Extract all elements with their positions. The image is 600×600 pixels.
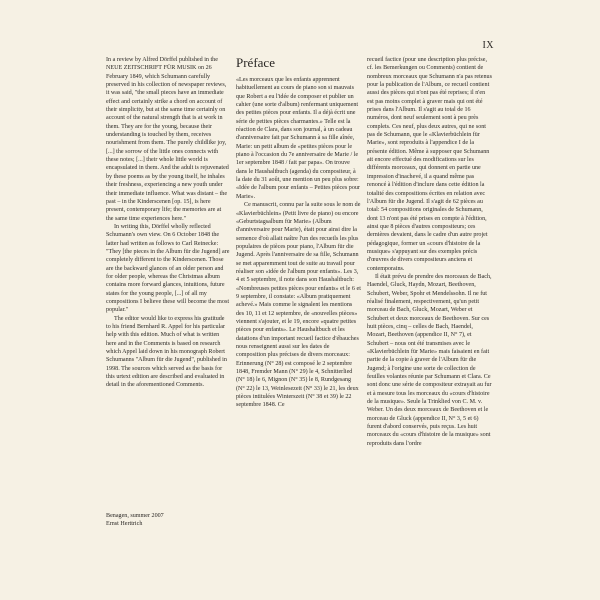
- paragraph: In writing this, Dörffel wholly reflected Schumann's own view. On 6 October 1848 the latter had written as follows to Carl Reinecke: "They [the pieces in the Album für die Jugend] are completely different to the Kinderscenen. Those are the backward glances of an older person and for older people, whereas the Christmas album contains more forward glances, intuitions, future states for the young people, [...] of all my compositions I believe these will become the most popular.": [106, 223, 230, 314]
- page-number: IX: [482, 40, 494, 51]
- paragraph: recueil factice (pour une description plus précise, cf. les Bemerkungen ou Comments) contient de nombreux morceaux que Schumann n'a pas retenus pour la publication de l'Album, ce recueil contient aussi des pièces qui n'ont pas été reprises; il n'en est pas moins complet à graver mais qui ont été prises dans l'Album. Il s'agit au total de 16 numéros, dont neuf seulement sont à peu près complets. Ces neuf, plus deux autres, qui ne sont pas de Schumann, que le «Klavierbüchlein für Marie», sont reproduits à l'appendice I de la présente édition. Même à supposer que Schumann ait encore effectué des modifications sur les différents morceaux, qui donnent en partie une impression d'inachevé, il a quand même pas renoncé à l'édition d'inclure dans cette édition la totalité des compositions écrites en relation avec l'Album für die Jugend. Il s'agit de 62 pièces au total: 54 compositions originales de Schumann, dont 13 n'ont pas été prises en compte à l'édition, ainsi que 8 pièces d'autres compositeurs; ces dernières devaient, dans le cadre d'un autre projet pédagogique, former un «cours d'histoire de la musique» s'appuyant sur des exemples précis d'œuvres de divers compositeurs anciens et contemporains.: [367, 57, 492, 272]
- paragraph: In a review by Alfred Dörffel published in the NEUE ZEITSCHRIFT FÜR MUSIK on 26 February 1849, which Schumann carefully preserved in his collection of newspaper reviews, it was said, "the small pieces have an immediate effect and certainly strike a chord on account of their simplicity, but at the same time certainly on account of the natural strength that is at work in them. They are for the young, because their understanding is touched by them, receives nourishment from them. The purely childlike joy, [...] the sorrow of the little ones connects with these notes; [...] their whole little world is encapsulated in them. And the adult is rejuvenated by these poems as by the young itself, he inhales their freshness, experiencing a new youth under their immediate influence. What was distant – the past – in the Kinderscenen [op. 15], is here present, contemporary life; the memories are at the same time experiences here.": [106, 57, 229, 222]
- french-text-column-1: [236, 56, 361, 576]
- signature-place-date: Benagen, summer 2007: [106, 513, 164, 519]
- english-text-column: [106, 56, 230, 576]
- section-heading: Préface: [236, 56, 275, 70]
- french-text-column-2: [367, 56, 493, 576]
- paragraph: Il était prévu de prendre des morceaux de Bach, Haendel, Gluck, Haydn, Mozart, Beethoven, Schubert, Weber, Spohr et Mendelssohn. Il ne fut réalisé finalement, respectivement, qu'un petit morceau de Bach, Gluck, Mozart, Weber et Schubert et deux morceaux de Beethoven. Sur ces huit pièces, cinq – celles de Bach, Haendel, Mozart, Beethoven (appendice II, N° 7), et Schubert – nous ont été transmises avec le «Klavierbüchlein für Marie» mais faisaient en fait partie de la copie à graver de l'Album für die Jugend; à l'origine une sorte de collection de feuilles volantes réunie par Schumann et Clara. Ce sont donc une série de compositeur extrayait au fur et à mesure tous les morceaux du «cours d'histoire de la musique». Seule la Trinklied von C. M. v. Weber. Un des deux morceaux de Beethoven et le morceau de Gluck (appendice II, N° 3, 5 et 6) furent d'abord conservés, puis reçus. Les huit morceaux du «cours d'histoire de la musique» sont reproduits dans l'ordre: [367, 273, 492, 447]
- paragraph: «Les morceaux que les enfants apprennent habituellement au cours de piano son si mauvais que Robert a eu l'idée de composer et publier un cahier (une sorte d'album) renfermant uniquement des petites pièces pour enfants. Il a déjà écrit une série de petites pièces charmantes.» Telle est la réaction de Clara, dans son journal, à un cadeau d'anniversaire fait par Schumann à sa fille aînée, Marie: un petit album de «petites pièces pour le piano à l'occasion du 7e anniversaire de Marie / le 1er septembre 1848 / fait par papa». On trouve dans le Haushaltbuch (agenda) du compositeur, à la date du 31 août, une mention un peu plus sobre: «Idée de l'album pour enfants – Petites pièces pour Marie».: [236, 77, 360, 200]
- signature-block: [106, 512, 164, 529]
- paragraph: The editor would like to express his gratitude to his friend Bernhard R. Appel for his particular help with this edition. Much of what is written here and in the Comments is based on research which Appel laid down in his monograph Robert Schumanns "Album für die Jugend", published in 1998. The sources which served as the basis for this urtext edition are described and evaluated in detail in the aforementioned Comments.: [106, 315, 227, 389]
- signature-author: Ernst Herttrich: [106, 521, 143, 528]
- paragraph: Ce manuscrit, connu par la suite sous le nom de «Klavierbüchlein» (Petit livre de piano) ou encore «Geburtstagsalbum für Marie» (Album d'anniversaire pour Marie), était pour ainsi dire la semence d'où allait naître l'un des recueils les plus populaires de pièces pour piano, l'Album für die Jugend. Après l'anniversaire de sa fille, Schumann se met apparemment tout de suite au travail pour réaliser son «idée de l'album pour enfants». Les 3, 4 et 5 septembre, il note dans son Haushaltbuch: «Nombreuses petites pièces pour enfants» et le 6 et 9 septembre, il constate: «Album pratiquement achevé.» Mais comme le signalent les mentions des 10, 11 et 12 septembre, de «nouvelles pièces» viennent s'ajouter, et le 19, encore «quatre petites pièces pour enfants». Le Haushaltbuch et les datations d'un important recueil factice d'ébauches nous renseignent aussi sur les dates de composition plus précises de divers morceaux: Erinnerung (N° 28) est composé le 2 septembre 1848, Fremder Mann (N° 29) le 4, Schnitterlied (N° 18) le 6, Mignon (N° 35) le 8, Rundgesang (N° 22) le 13, Weinlesezeit (N° 33) le 21, les deux pièces intitulées Winterszeit (N° 38 et 39) le 22 septembre 1848. Ce: [236, 202, 361, 409]
